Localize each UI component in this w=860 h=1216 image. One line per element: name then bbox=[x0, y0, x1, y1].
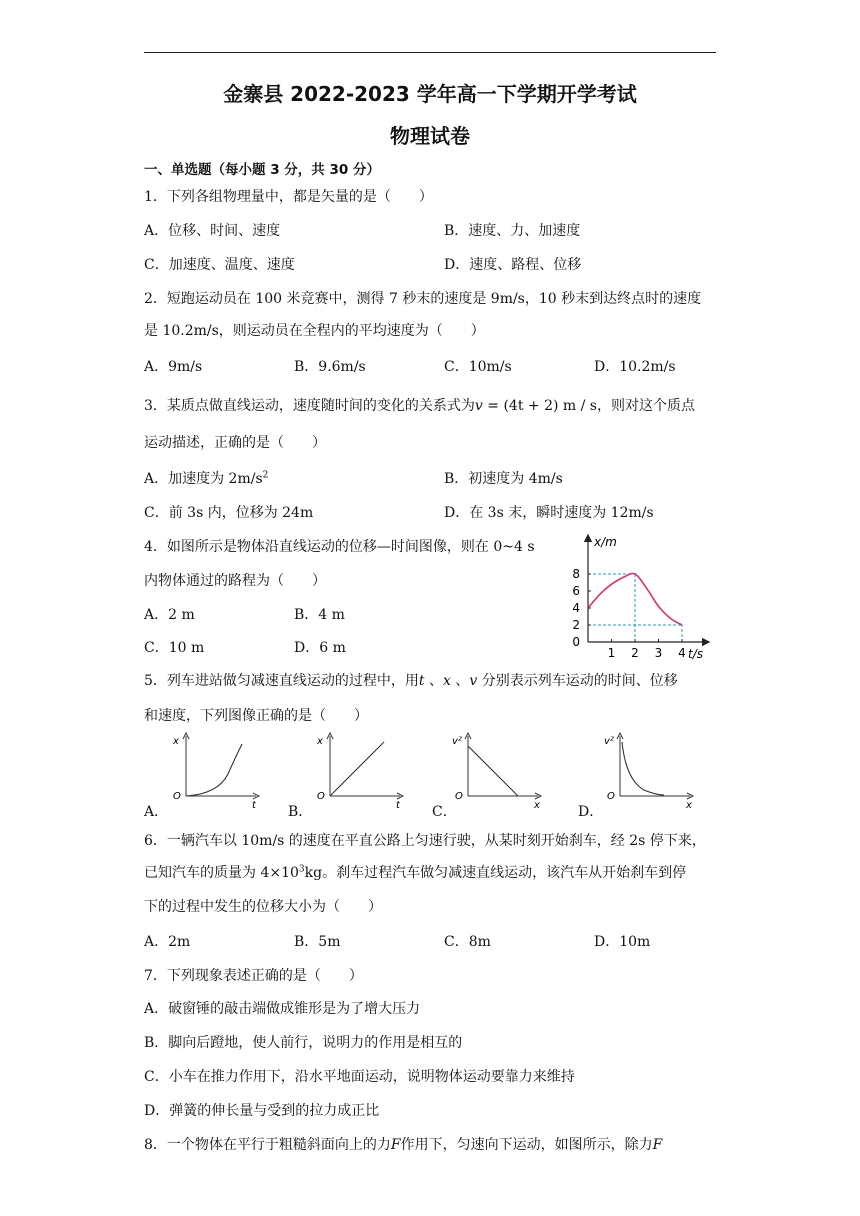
q3-option-a-text: A．加速度为 2m/s bbox=[144, 471, 263, 487]
q3-option-a-sup: 2 bbox=[262, 470, 269, 481]
q5-sym-v: v bbox=[469, 673, 478, 689]
q1-option-c: C．加速度、温度、速度 bbox=[144, 257, 295, 273]
q2-stem-line1: 2．短跑运动员在 100 米竞赛中，测得 7 秒末的速度是 9m/s，10 秒末到达终点时的速度 bbox=[144, 291, 702, 307]
graph-b-line bbox=[330, 742, 384, 796]
graph-b-x-label: t bbox=[396, 800, 400, 810]
chart-ticks bbox=[572, 567, 685, 660]
q2-option-d: D．10.2m/s bbox=[594, 359, 676, 375]
q5-graph-a bbox=[166, 730, 266, 810]
chart-y-label: x/m bbox=[594, 535, 617, 549]
section-heading: 一、单选题（每小题 3 分，共 30 分） bbox=[144, 162, 380, 178]
chart-x-tick-label-0: 1 bbox=[607, 646, 616, 660]
exam-title: 金寨县 2022-2023 学年高一下学期开学考试 bbox=[223, 82, 637, 106]
q1-option-a: A．位移、时间、速度 bbox=[144, 223, 281, 239]
q4-option-a: A．2 m bbox=[144, 607, 195, 623]
q4-option-d: D．6 m bbox=[294, 640, 346, 656]
q2-option-b: B．9.6m/s bbox=[294, 359, 366, 375]
q3-formula-body: (4t + 2) bbox=[503, 398, 559, 414]
q8-sym-f2: F bbox=[652, 1137, 663, 1153]
q3-option-d: D．在 3s 末，瞬时速度为 12m/s bbox=[444, 505, 654, 521]
chart-guide-lines bbox=[588, 574, 682, 642]
graph-a-curve bbox=[186, 744, 242, 796]
q5-option-a: A． bbox=[144, 804, 169, 820]
q6-stem-line2 bbox=[144, 862, 686, 882]
chart-x-tick-label-1: 2 bbox=[631, 646, 639, 660]
q3-stem-line1 bbox=[144, 395, 695, 415]
q5-sym-t: t bbox=[418, 673, 425, 689]
q5-sym-x: x bbox=[443, 673, 451, 689]
chart-origin-label: 0 bbox=[572, 635, 580, 649]
q6-stem2-sup: 3 bbox=[298, 864, 305, 875]
q6-option-a: A．2m bbox=[144, 934, 191, 950]
q5-sep2: 、 bbox=[450, 673, 470, 689]
q3-stem-post: ，则对这个质点 bbox=[597, 398, 695, 414]
q7-option-a: A．破窗锤的敲击端做成锥形是为了增大压力 bbox=[144, 1001, 421, 1017]
q6-option-b: B．5m bbox=[294, 934, 341, 950]
q2-option-c: C．10m/s bbox=[444, 359, 512, 375]
q3-formula-v: v bbox=[474, 398, 483, 414]
graph-c-x-label: x bbox=[534, 800, 540, 810]
q6-stem-line1: 6．一辆汽车以 10m/s 的速度在平直公路上匀速行驶，从某时刻开始刹车，经 2s 停下来， bbox=[144, 833, 706, 849]
q8-stem bbox=[144, 1134, 662, 1154]
q1-option-d: D．速度、路程、位移 bbox=[444, 257, 582, 273]
graph-d-y-label: v² bbox=[604, 736, 614, 747]
q1-option-b: B．速度、力、加速度 bbox=[444, 223, 581, 239]
q5-graph-b bbox=[310, 730, 410, 810]
q5-option-d: D． bbox=[578, 804, 604, 820]
q3-option-a bbox=[144, 468, 268, 488]
q6-option-d: D．10m bbox=[594, 934, 651, 950]
q3-formula-unit: m / s bbox=[558, 398, 597, 414]
q4-option-c: C．10 m bbox=[144, 640, 205, 656]
graph-d-origin: O bbox=[607, 791, 615, 802]
q7-stem: 7．下列现象表述正确的是（ ） bbox=[144, 968, 363, 984]
q3-option-b: B．初速度为 4m/s bbox=[444, 471, 563, 487]
header-rule bbox=[144, 52, 716, 53]
graph-c-y-label: v² bbox=[452, 736, 462, 747]
q4-stem-line1: 4．如图所示是物体沿直线运动的位移—时间图像，则在 0~4 s bbox=[144, 539, 535, 555]
q3-stem-pre: 3．某质点做直线运动，速度随时间的变化的关系式为 bbox=[144, 398, 475, 414]
q5-stem-pre: 5．列车进站做匀减速直线运动的过程中，用 bbox=[144, 673, 419, 689]
q4-option-b: B．4 m bbox=[294, 607, 345, 623]
graph-a-y-label: x bbox=[173, 736, 179, 747]
q7-option-d: D．弹簧的伸长量与受到的拉力成正比 bbox=[144, 1103, 380, 1119]
chart-x-tick-label-2: 3 bbox=[654, 646, 663, 660]
graph-a-origin: O bbox=[173, 791, 181, 802]
displacement-time-chart bbox=[560, 532, 720, 664]
graph-a-x-label: t bbox=[252, 800, 256, 810]
q6-stem2-pre: 已知汽车的质量为 4×10 bbox=[144, 865, 299, 881]
chart-y-tick-label-3: 8 bbox=[572, 567, 580, 581]
chart-x-label: t/s bbox=[688, 647, 703, 661]
q8-sym-f: F bbox=[390, 1137, 401, 1153]
exam-subtitle: 物理试卷 bbox=[390, 124, 470, 148]
q5-sep1: 、 bbox=[424, 673, 443, 689]
graph-d-curve bbox=[622, 742, 664, 795]
graph-c-origin: O bbox=[455, 791, 463, 802]
q3-option-c: C．前 3s 内，位移为 24m bbox=[144, 505, 314, 521]
chart-y-tick-label-1: 4 bbox=[572, 601, 580, 615]
q5-stem-post: 分别表示列车运动的时间、位移 bbox=[477, 673, 678, 689]
q8-stem-mid: 作用下，匀速向下运动，如图所示，除力 bbox=[400, 1137, 653, 1153]
chart-y-tick-label-2: 6 bbox=[572, 584, 580, 598]
q5-option-b: B． bbox=[288, 804, 313, 820]
q7-option-c: C．小车在推力作用下，沿水平地面运动，说明物体运动要靠力来维持 bbox=[144, 1069, 575, 1085]
q2-option-a: A．9m/s bbox=[144, 359, 203, 375]
q5-stem-line2: 和速度，下列图像正确的是（ ） bbox=[144, 708, 368, 724]
q3-formula-eq: = bbox=[482, 398, 504, 414]
q5-graph-d bbox=[600, 730, 700, 810]
chart-y-tick-label-0: 2 bbox=[572, 618, 580, 632]
q1-stem: 1．下列各组物理量中，都是矢量的是（ ） bbox=[144, 189, 433, 205]
chart-x-tick-label-3: 4 bbox=[678, 646, 686, 660]
graph-b-origin: O bbox=[317, 791, 325, 802]
q2-stem-line2: 是 10.2m/s，则运动员在全程内的平均速度为（ ） bbox=[144, 323, 485, 339]
q5-option-c: C． bbox=[432, 804, 457, 820]
q6-stem-line3: 下的过程中发生的位移大小为（ ） bbox=[144, 899, 382, 915]
graph-c-line bbox=[468, 746, 518, 796]
graph-b-y-label: x bbox=[317, 736, 323, 747]
q6-option-c: C．8m bbox=[444, 934, 491, 950]
graph-d-x-label: x bbox=[686, 800, 692, 810]
q3-stem-line2: 运动描述，正确的是（ ） bbox=[144, 435, 326, 451]
q6-stem2-post: kg。刹车过程汽车做匀减速直线运动，该汽车从开始刹车到停 bbox=[304, 865, 687, 881]
q8-stem-pre: 8．一个物体在平行于粗糙斜面向上的力 bbox=[144, 1137, 391, 1153]
q5-graph-c bbox=[448, 730, 548, 810]
q5-stem-line1 bbox=[144, 670, 678, 690]
q7-option-b: B．脚向后蹬地，使人前行，说明力的作用是相互的 bbox=[144, 1035, 463, 1051]
q4-stem-line2: 内物体通过的路程为（ ） bbox=[144, 573, 326, 589]
